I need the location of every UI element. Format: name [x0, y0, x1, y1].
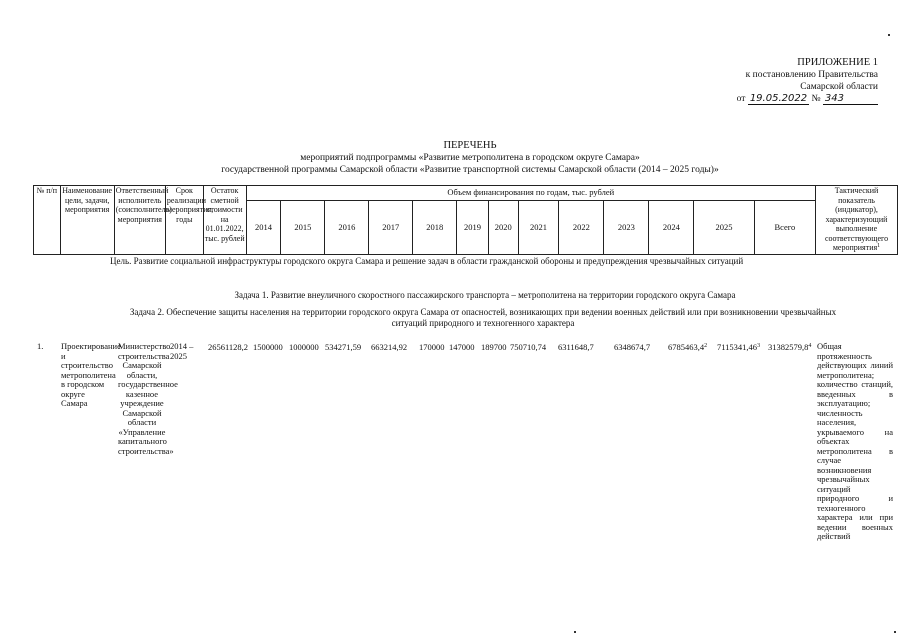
- goal-text: Цель. Развитие социальной инфраструктуры городского округа Самара и решение задач в области гражданской обороны и предупреждения чрезвычайных ситуаций: [110, 256, 744, 266]
- amount-total: [768, 342, 811, 352]
- number-label: №: [811, 94, 821, 104]
- scan-speck: [574, 631, 576, 633]
- col-header-responsible: Ответственный исполнитель (соисполнитель) мероприятия: [114, 186, 165, 255]
- year-header: 2022: [559, 201, 604, 255]
- document-subtitle-1: мероприятий подпрограммы «Развитие метрополитена в городском округе Самара»: [300, 153, 640, 163]
- amount-2019: 147000: [449, 342, 475, 352]
- row-number: 1.: [37, 341, 44, 351]
- amount-2022: 6311648,7: [558, 342, 594, 352]
- task-2-line-1: Задача 2. Обеспечение защиты населения на территории городского округа Самара от опасностей, возникающих при ведении военных действий или при возникновении чрезвычайных: [129, 307, 837, 317]
- col-header-indicator-text: Тактический показатель (индикатор), характеризующий выполнение соответствующего мероприятия: [824, 186, 889, 252]
- col-header-num: № п/п: [34, 186, 61, 255]
- row-indicator: Общая протяженность действующих линий метрополитена; количество станций, введенных в эксплуатацию; численность населения, укрываемого на объектах метрополитена в случае возникновения чрезвычайных ситуаций природного и техногенного характера или при ведении военных действий: [817, 341, 893, 541]
- total-header: Всего: [754, 201, 815, 255]
- col-header-balance: Остаток сметной стоимости на 01.01.2022, тыс. рублей: [203, 186, 246, 255]
- amount-total-value: 31382579,8: [768, 342, 809, 352]
- year-header: 2023: [604, 201, 649, 255]
- task-2-text: [78, 307, 888, 329]
- year-header: 2015: [281, 201, 325, 255]
- footnote-mark: 3: [757, 343, 761, 349]
- footnote-mark: 4: [808, 343, 812, 349]
- appendix-line-2: Самарской области: [800, 82, 878, 92]
- year-header: 2017: [369, 201, 413, 255]
- appendix-line-1: к постановлению Правительства: [745, 70, 878, 80]
- col-header-term: Срок реализации мероприятия, годы: [165, 186, 203, 255]
- year-header: 2025: [694, 201, 754, 255]
- footnote-mark: 2: [704, 343, 708, 349]
- row-term: 2014 – 2025: [170, 341, 194, 361]
- year-header: 2024: [649, 201, 694, 255]
- year-header: 2019: [457, 201, 489, 255]
- year-header: 2018: [413, 201, 457, 255]
- amount-2024: [668, 342, 707, 352]
- document-title: ПЕРЕЧЕНЬ: [443, 140, 497, 151]
- amount-2025-value: 7115341,46: [717, 342, 758, 352]
- decree-date: 19.05.2022: [749, 93, 808, 104]
- amount-2023: 6348674,7: [614, 342, 651, 352]
- row-name: Проектирование и строительство метрополитена в городском округе Самара: [61, 341, 121, 408]
- amount-2021: 750710,74: [510, 342, 547, 352]
- decree-number: 343: [823, 93, 878, 105]
- year-header: 2016: [325, 201, 369, 255]
- amount-2025: [717, 342, 760, 352]
- appendix-signature-line: [700, 93, 878, 105]
- document-subtitle-2: государственной программы Самарской области «Развитие транспортной системы Самарской области (2014 – 2025 годы)»: [221, 165, 719, 175]
- appendix-title: ПРИЛОЖЕНИЕ 1: [797, 57, 878, 68]
- row-balance: 26561128,2: [208, 342, 249, 352]
- footnote-mark: 1: [877, 243, 881, 249]
- task-2-line-2: ситуаций природного и техногенного характера: [391, 318, 575, 328]
- amount-2015: 1000000: [289, 342, 319, 352]
- amount-2020: 189700: [481, 342, 507, 352]
- scan-speck: [894, 631, 896, 633]
- col-header-funding: Объем финансирования по годам, тыс. рублей: [246, 186, 815, 201]
- appendix-block: [700, 57, 878, 105]
- col-header-indicator: [816, 186, 898, 255]
- year-header: 2014: [246, 201, 281, 255]
- col-header-name: Наименование цели, задачи, мероприятия: [60, 186, 114, 255]
- year-header: 2020: [488, 201, 518, 255]
- amount-2018: 170000: [419, 342, 445, 352]
- amount-2017: 663214,92: [371, 342, 408, 352]
- amount-2024-value: 6785463,4: [668, 342, 705, 352]
- scan-speck: [888, 34, 890, 36]
- document-title-block: [150, 140, 790, 176]
- from-label: от: [736, 94, 746, 104]
- row-responsible: Министерство строительства Самарской области, государственное казенное учреждение Самарской области «Управление капитального строительства»: [118, 341, 178, 456]
- task-1-text: Задача 1. Развитие внеуличного скоростного пассажирского транспорта – метрополитена на территории городского округа Самара: [234, 290, 736, 300]
- amount-2016: 534271,59: [325, 342, 362, 352]
- amount-2014: 1500000: [253, 342, 283, 352]
- header-table: [33, 185, 898, 255]
- year-header: 2021: [518, 201, 559, 255]
